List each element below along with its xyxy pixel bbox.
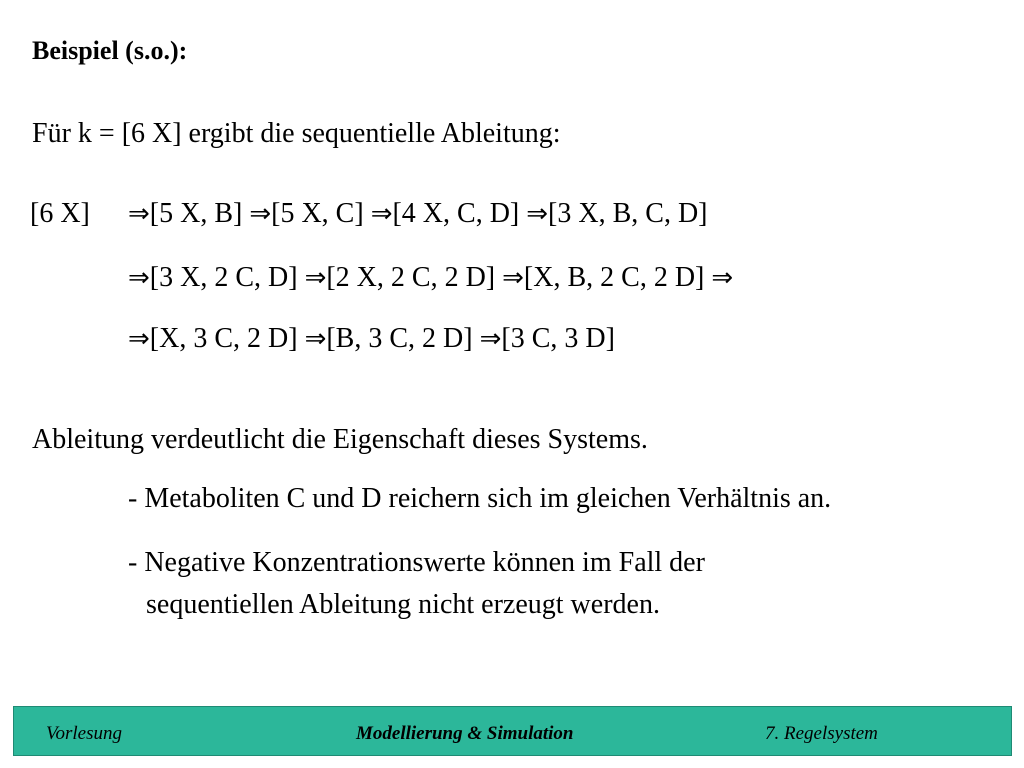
implies-arrow: ⇒ [526,199,549,229]
bullet-continuation: sequentiellen Ableitung nicht erzeugt werden. [146,589,660,620]
derivation-step: [B, 3 C, 2 D] [326,323,473,354]
implies-arrow: ⇒ [502,263,524,293]
footer-course-title: Modellierung & Simulation [356,723,574,744]
derivation-step: [X, B, 2 C, 2 D] [523,262,705,293]
derivation-step: [3 X, 2 C, D] [149,262,298,293]
derivation-step: [3 C, 3 D] [501,323,615,354]
implies-arrow: ⇒ [249,199,272,229]
derivation-start: [6 X] [30,198,90,229]
intro-text: Für k = [6 X] ergibt die sequentielle Ableitung: [32,118,561,149]
derivation-step: [3 X, B, C, D] [548,198,708,229]
implies-arrow: ⇒ [304,263,327,293]
derivation-line-3 [128,323,615,355]
derivation-line-2 [128,262,733,294]
bullet-item: - Negative Konzentrationswerte können im Fall der [128,547,705,578]
slide-heading: Beispiel (s.o.): [32,36,188,65]
implies-arrow: ⇒ [711,263,734,293]
footer-bar [13,706,1012,756]
implies-arrow: ⇒ [128,263,150,293]
bullet-item: - Metaboliten C und D reichern sich im gleichen Verhältnis an. [128,483,832,514]
derivation-line-1 [128,198,708,230]
derivation-step: [X, 3 C, 2 D] [149,323,298,354]
implies-arrow: ⇒ [479,324,502,354]
derivation-step: [2 X, 2 C, 2 D] [326,262,496,293]
derivation-step: [4 X, C, D] [392,198,520,229]
implies-arrow: ⇒ [370,199,393,229]
implies-arrow: ⇒ [128,324,150,354]
summary-text: Ableitung verdeutlicht die Eigenschaft dieses Systems. [32,424,648,455]
derivation-step: [5 X, B] [149,198,243,229]
footer-lecture-label: Vorlesung [46,723,122,744]
implies-arrow: ⇒ [128,199,150,229]
footer-chapter: 7. Regelsystem [765,723,878,744]
implies-arrow: ⇒ [304,324,327,354]
derivation-step: [5 X, C] [271,198,364,229]
